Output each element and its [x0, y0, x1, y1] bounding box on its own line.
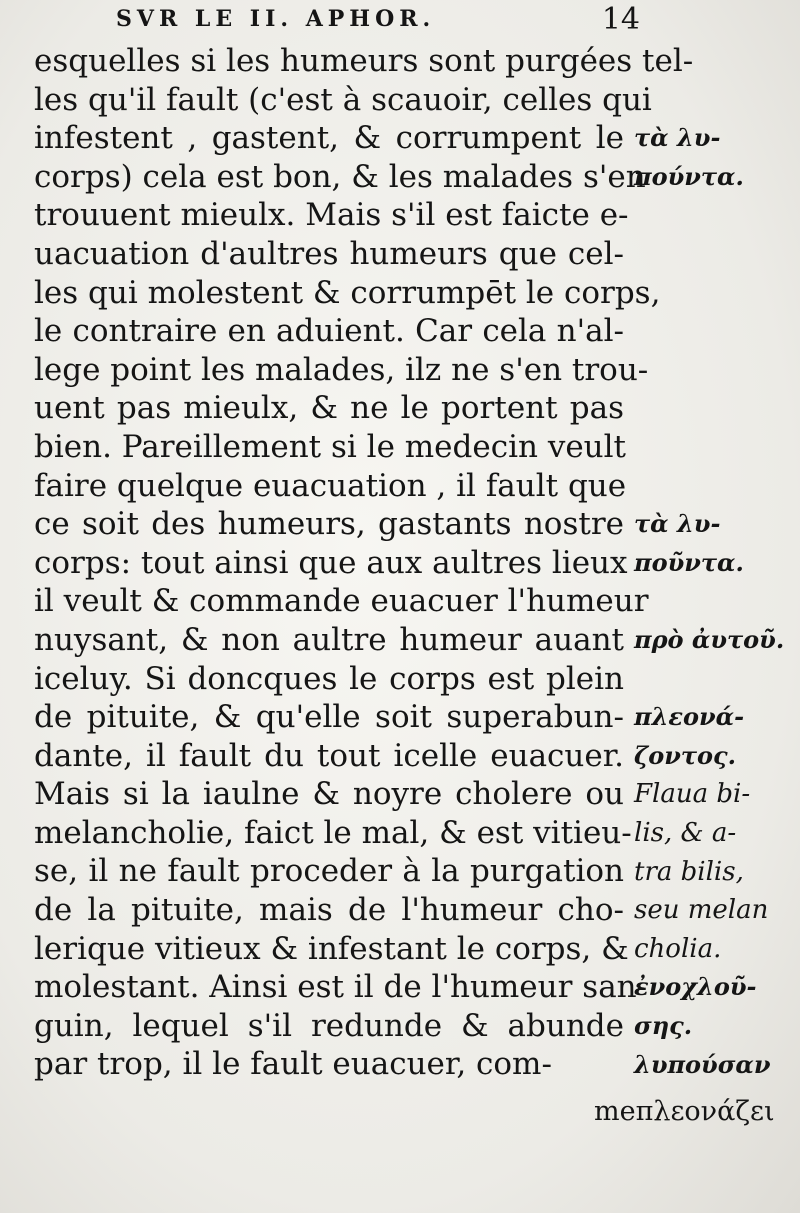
margin-note: ποῦντα. — [634, 547, 744, 577]
margin-note: lis, & a- — [634, 818, 737, 848]
catchword: meπλεονάζει — [594, 1096, 775, 1127]
text-line: esquelles si les humeurs sont purgées tel- — [34, 43, 694, 79]
text-line: iceluy. Si doncques le corps est plein — [34, 660, 624, 697]
margin-note: tra bilis, — [634, 856, 744, 887]
text-line: ce soit des humeurs, gastants nostre — [34, 506, 624, 543]
margin-note: Flaua bi- — [634, 779, 751, 810]
margin-note: ἐνοχλοῦ- — [634, 972, 757, 1002]
text-line: lerique vitieux & infestant le corps, & — [34, 930, 629, 967]
text-line: de pituite, & qu'elle soit superabun- — [34, 699, 624, 736]
text-line: de la pituite, mais de l'humeur cho- — [34, 892, 624, 929]
text-line: se, il ne fault proceder à la purgation — [34, 853, 624, 890]
text-line: infestent , gastent, & corrumpent le — [34, 120, 624, 157]
text-line: les qui molestent & corrumpēt le corps, — [34, 274, 661, 311]
margin-note: πούντα. — [634, 161, 744, 191]
text-line: corps) cela est bon, & les malades s'en — [34, 158, 646, 195]
text-line: molestant. Ainsi est il de l'humeur san- — [34, 969, 648, 1006]
text-line: uent pas mieulx, & ne le portent pas — [34, 390, 624, 427]
text-line: faire quelque euacuation , il fault que — [34, 467, 627, 504]
margin-note: πλεονά- — [634, 702, 745, 732]
margin-note: πρὸ ἀυτοῦ. — [634, 625, 785, 654]
margin-note: cholia. — [634, 933, 722, 964]
margin-note: τὰ λυ- — [634, 509, 721, 539]
text-line: trouuent mieulx. Mais s'il est faicte e- — [34, 197, 629, 234]
margin-note: σης. — [634, 1011, 693, 1040]
margin-note: seu melan — [634, 895, 769, 926]
text-line: lege point les malades, ilz ne s'en trou- — [34, 351, 649, 388]
text-line: dante, il fault du tout icelle euacuer. — [34, 737, 624, 774]
text-line: nuysant, & non aultre humeur auant — [34, 621, 624, 658]
running-head: SVR LE II. APHOR. — [116, 6, 436, 32]
page-number: 14 — [601, 2, 640, 37]
text-line: il veult & commande euacuer l'humeur — [34, 583, 649, 620]
margin-note: λυπούσαν — [634, 1049, 771, 1079]
text-line: les qu'il fault (c'est à scauoir, celles qui — [34, 81, 652, 118]
margin-note: ζοντος. — [634, 740, 736, 770]
text-line: par trop, il le fault euacuer, com- — [34, 1046, 552, 1083]
text-line: melancholie, faict le mal, & est vitieu- — [34, 814, 632, 851]
text-line: le contraire en aduient. Car cela n'al- — [34, 313, 624, 350]
text-line: uacuation d'aultres humeurs que cel- — [34, 235, 624, 272]
margin-note: τὰ λυ- — [634, 123, 721, 153]
text-line: Mais si la iaulne & noyre cholere ou — [34, 776, 624, 813]
text-line: guin, lequel s'il redunde & abunde — [34, 1007, 624, 1044]
text-line: bien. Pareillement si le medecin veult — [34, 428, 627, 465]
text-line: corps: tout ainsi que aux aultres lieux — [34, 544, 628, 581]
